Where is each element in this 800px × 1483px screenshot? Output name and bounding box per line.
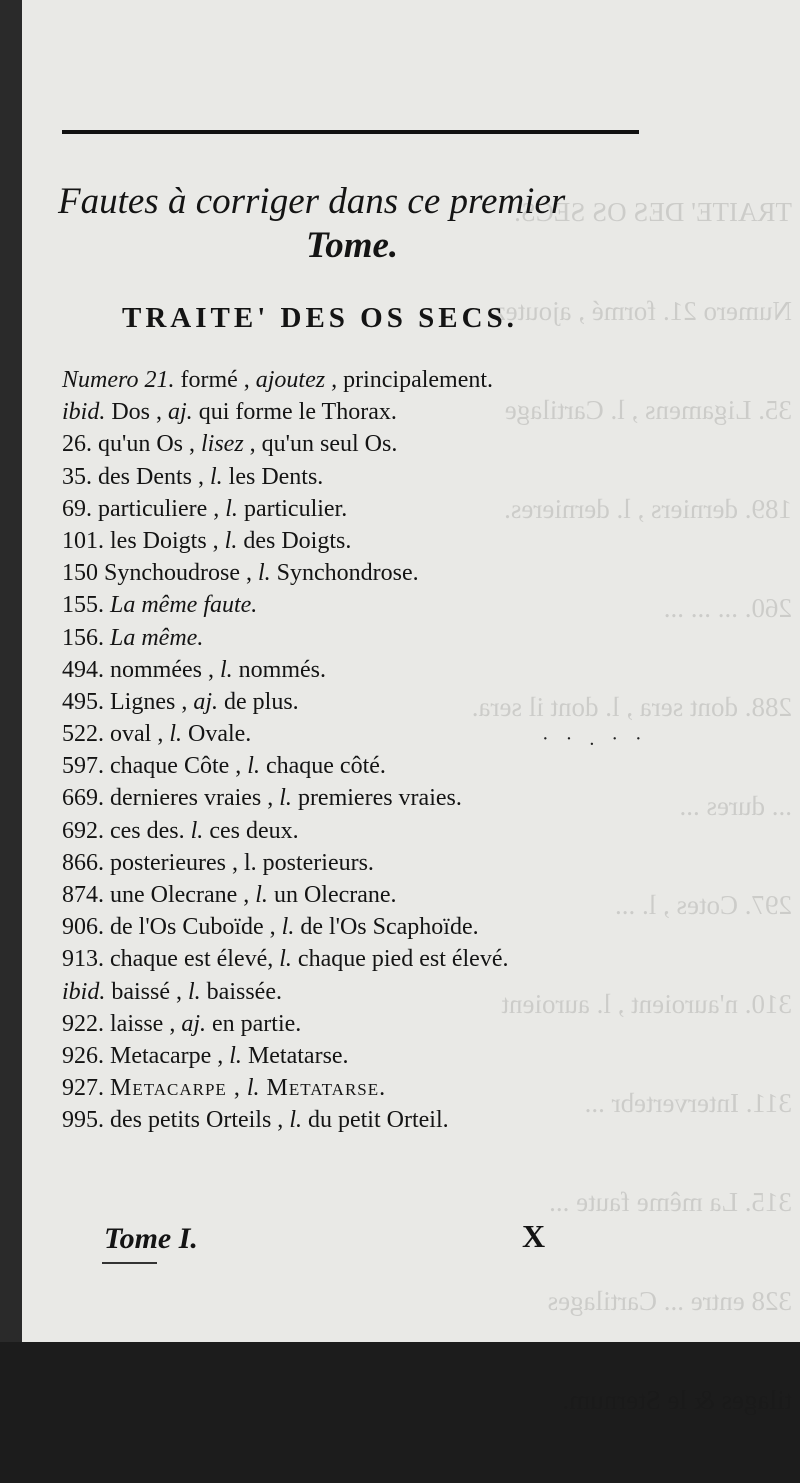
- entry-number: 995.: [62, 1107, 104, 1134]
- footer-volume: Tome I.: [104, 1222, 198, 1255]
- entry-number: 692.: [62, 817, 104, 844]
- entry-text: baissé ,: [111, 978, 182, 1005]
- entry-text: de l'Os Cuboïde ,: [110, 914, 276, 941]
- entry-text: ajoutez ,: [249, 367, 338, 393]
- errata-entry: [62, 847, 508, 879]
- entry-text: particuliere ,: [98, 495, 220, 522]
- entry-text: des Doigts.: [237, 527, 352, 554]
- entry-number: 494.: [62, 656, 104, 683]
- entry-text: l.: [223, 1042, 242, 1069]
- entry-text: posterieures , l. posterieurs.: [110, 849, 374, 876]
- errata-entry: [62, 686, 508, 718]
- entry-number: 26.: [62, 431, 92, 458]
- entry-text: l.: [182, 978, 201, 1005]
- errata-entry: [62, 461, 508, 493]
- entry-number: 156.: [62, 624, 104, 651]
- entry-text: aj.: [187, 688, 218, 715]
- entry-number: 35.: [62, 463, 92, 490]
- entry-text: chaque est élevé,: [110, 946, 274, 973]
- entry-text: en partie.: [206, 1010, 302, 1037]
- title-line-2: Tome.: [306, 225, 399, 266]
- entry-text: chaque côté.: [259, 753, 386, 780]
- errata-entry: [62, 782, 508, 814]
- entry-text: aj.: [162, 399, 193, 426]
- entry-text: aj.: [175, 1010, 206, 1037]
- ink-specks: · · . · ·: [542, 728, 648, 750]
- errata-entry: [62, 396, 508, 428]
- entry-text: l.: [273, 946, 292, 973]
- entry-number: 69.: [62, 495, 92, 522]
- entry-text: Ovale.: [182, 721, 252, 748]
- footer-volume-underline: [102, 1262, 157, 1264]
- entry-text: nommés.: [232, 656, 326, 683]
- errata-entry: [62, 943, 508, 975]
- signature-mark: X: [522, 1218, 546, 1254]
- entry-text: l.: [241, 753, 260, 780]
- entry-text: du petit Orteil.: [301, 1107, 449, 1134]
- entry-number: 669.: [62, 785, 104, 812]
- entry-text: des petits Orteils ,: [110, 1107, 284, 1134]
- entry-text: qui forme le Thorax.: [192, 399, 397, 426]
- entry-text: un Olecrane.: [267, 882, 397, 908]
- errata-entry: [62, 718, 508, 750]
- entry-text: principalement.: [337, 367, 494, 393]
- entry-text: Synchoudrose ,: [104, 560, 252, 587]
- entry-text: Metacarpe ,: [110, 1042, 224, 1069]
- entry-number: 874.: [62, 882, 104, 908]
- entry-text: chaque Côte ,: [110, 753, 242, 780]
- entry-text: l.: [275, 914, 295, 941]
- errata-entry: [62, 1072, 508, 1104]
- entry-number: 597.: [62, 753, 104, 780]
- entry-text: Metatarse.: [259, 1075, 387, 1102]
- book-page: [22, 0, 800, 1415]
- entry-text: de plus.: [218, 688, 299, 715]
- entry-text: laisse ,: [110, 1010, 176, 1037]
- errata-entry: [62, 493, 508, 525]
- show-through-text: TRAITE' DES OS SECS. Numero 21. formé , ajoutez 35. Ligamens , l. Cartilage 189. derniers , l. dernieres. 260. ... ... ... 288. dont sera , l. dont il sera. ... dures ... 297. Cotes , l. ... 310. n'auroient , l. auroient 311. Intervertebr ... 315. La même faute ... 328 entre ... Cartilages tilages & le Sternum.: [471, 197, 792, 1415]
- entry-number: 155.: [62, 592, 104, 619]
- entry-text: dernieres vraies ,: [110, 785, 274, 812]
- entry-text: l.: [249, 882, 268, 908]
- entry-number: ibid.: [62, 399, 106, 426]
- section-title: TRAITE' DES OS SECS.: [122, 302, 518, 334]
- entry-text: Metacarpe ,: [110, 1075, 241, 1102]
- errata-entry: [62, 557, 508, 589]
- errata-entry: [62, 364, 508, 396]
- entry-number: 522.: [62, 721, 104, 748]
- errata-entry: [62, 622, 508, 654]
- entry-number: 150: [62, 560, 98, 587]
- entry-text: Metatarse.: [241, 1042, 349, 1069]
- title-line-1: Fautes à corriger dans ce premier: [58, 181, 566, 222]
- entry-text: les Dents.: [222, 463, 324, 490]
- entry-text: qu'un Os ,: [98, 431, 195, 458]
- errata-list: [62, 364, 508, 1137]
- errata-entry: [62, 976, 508, 1008]
- entry-number: 495.: [62, 688, 104, 715]
- entry-text: La même.: [110, 624, 204, 651]
- entry-text: l.: [203, 463, 223, 490]
- entry-number: 866.: [62, 849, 104, 876]
- entry-text: l.: [273, 785, 292, 812]
- entry-text: une Olecrane ,: [110, 882, 250, 908]
- entry-text: l.: [218, 527, 238, 554]
- entry-text: ces des.: [110, 817, 185, 844]
- entry-text: Dos ,: [111, 399, 163, 426]
- entry-text: l.: [251, 560, 271, 587]
- entry-text: formé ,: [180, 367, 250, 393]
- errata-entry: [62, 1008, 508, 1040]
- entry-text: premieres vraies.: [291, 785, 462, 812]
- errata-entry: [62, 1104, 508, 1136]
- entry-number: 926.: [62, 1042, 104, 1069]
- entry-number: Numero 21.: [62, 367, 175, 393]
- entry-text: l.: [163, 721, 182, 748]
- entry-text: chaque pied est élevé.: [291, 946, 509, 973]
- entry-text: les Doigts ,: [110, 527, 219, 554]
- errata-entry: [62, 879, 508, 911]
- entry-text: l.: [283, 1107, 302, 1134]
- errata-entry: [62, 1040, 508, 1072]
- entry-number: ibid.: [62, 978, 106, 1005]
- errata-entry: [62, 750, 508, 782]
- entry-text: particulier.: [237, 495, 348, 522]
- entry-number: 922.: [62, 1010, 104, 1037]
- entry-text: , qu'un seul Os.: [243, 431, 398, 458]
- errata-entry: [62, 654, 508, 686]
- errata-entry: [62, 815, 508, 847]
- entry-number: 101.: [62, 527, 104, 554]
- entry-number: 927.: [62, 1075, 104, 1102]
- entry-text: l.: [213, 656, 233, 683]
- entry-text: nommées ,: [110, 656, 214, 683]
- entry-text: l.: [219, 495, 238, 522]
- entry-text: baissée.: [200, 978, 282, 1005]
- entry-text: Lignes ,: [110, 688, 188, 715]
- header-rule: [62, 130, 639, 134]
- entry-text: oval ,: [110, 721, 164, 748]
- errata-entry: [62, 428, 508, 460]
- errata-entry: [62, 525, 508, 557]
- entry-text: La même faute.: [110, 592, 258, 619]
- entry-text: ces deux.: [203, 817, 299, 844]
- entry-text: de l'Os Scaphoïde.: [294, 914, 479, 941]
- entry-number: 906.: [62, 914, 104, 941]
- entry-text: Synchondrose.: [270, 560, 419, 587]
- errata-entry: [62, 589, 508, 621]
- entry-number: 913.: [62, 946, 104, 973]
- page-title: [58, 180, 698, 268]
- entry-text: l.: [184, 817, 204, 844]
- entry-text: des Dents ,: [98, 463, 204, 490]
- errata-entry: [62, 911, 508, 943]
- entry-text: lisez: [195, 431, 244, 458]
- entry-text: l.: [240, 1075, 260, 1102]
